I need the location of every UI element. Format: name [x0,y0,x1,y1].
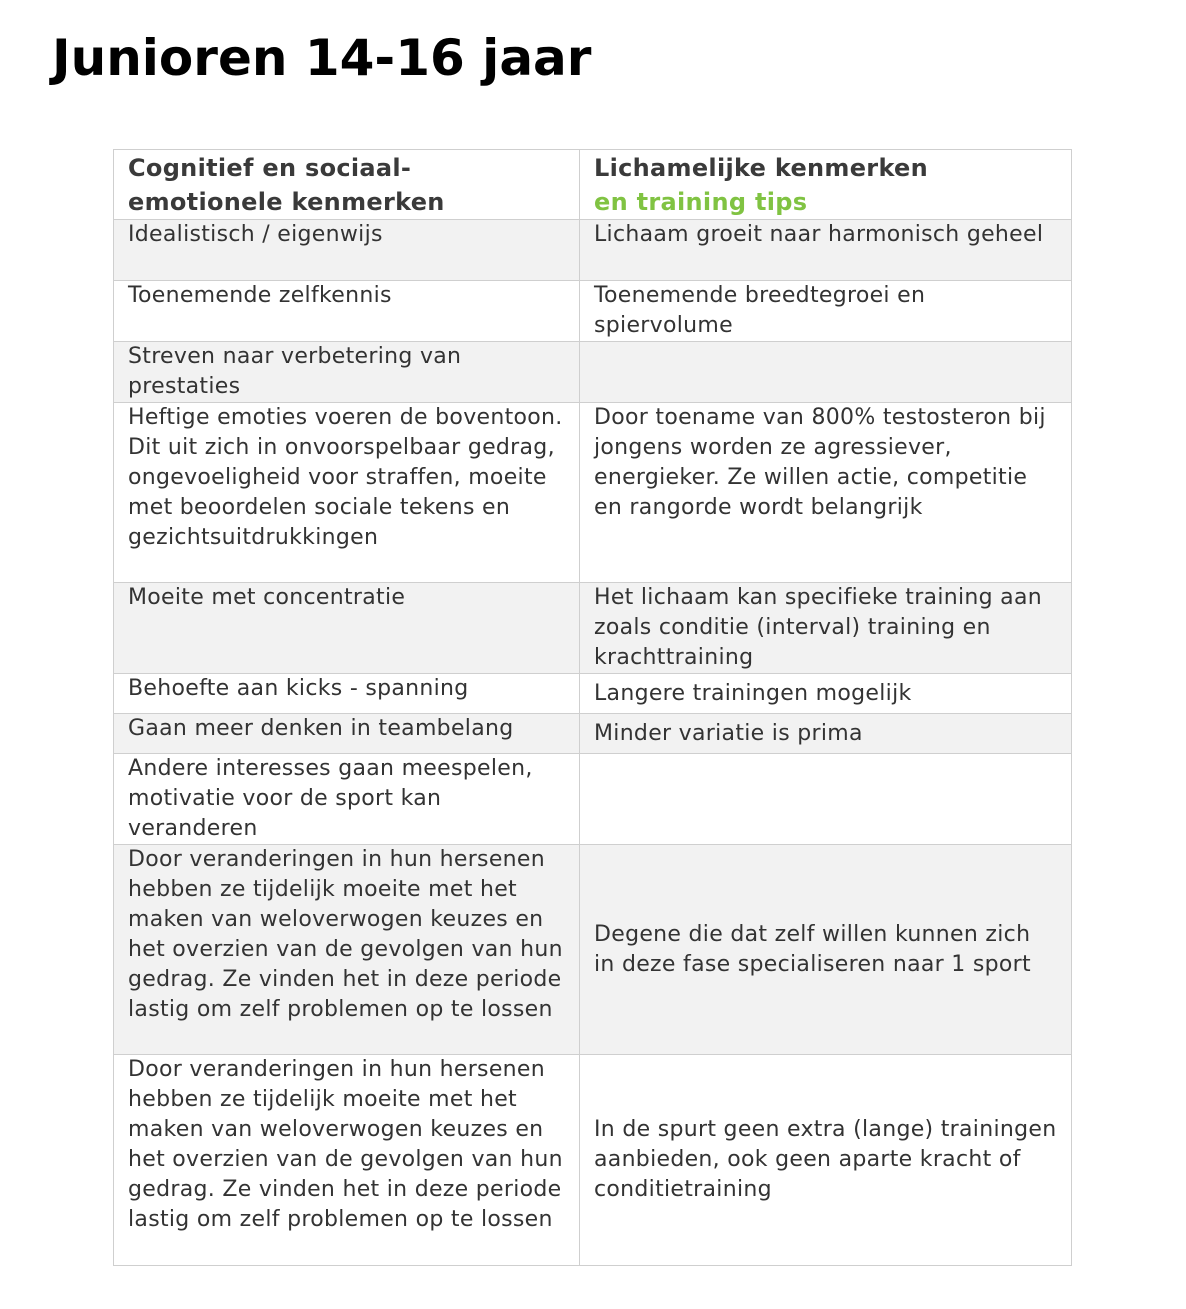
cell-physical [580,342,1072,403]
header-col2-line1: Lichamelijke kenmerken [594,154,929,182]
cell-physical [580,754,1072,845]
cell-training-tip: Minder variatie is prima [580,714,1072,754]
cell-training-tip: Degene die dat zelf willen kunnen zich in deze fase specialiseren naar 1 sport [580,845,1072,1055]
page-title: Junioren 14-16 jaar [52,29,592,87]
cell-physical: Toenemende breedtegroei en spiervolume [580,281,1072,342]
cell-cognitive: Andere interesses gaan meespelen, motivatie voor de sport kan veranderen [114,754,580,845]
table-row [114,845,1072,1055]
cell-training-tip: Het lichaam kan specifieke training aan zoals conditie (interval) training en krachttraining [580,583,1072,674]
header-col1-line1: Cognitief en sociaal- [128,154,412,182]
cell-cognitive: Door veranderingen in hun hersenen hebben ze tijdelijk moeite met het maken van weloverwogen keuzes en het overzien van de gevolgen van hun gedrag. Ze vinden het in deze periode lastig om zelf problemen op te lossen [114,845,580,1055]
table-header-row [114,150,1072,220]
cell-cognitive: Streven naar verbetering van prestaties [114,342,580,403]
cell-cognitive: Door veranderingen in hun hersenen hebben ze tijdelijk moeite met het maken van weloverwogen keuzes en het overzien van de gevolgen van hun gedrag. Ze vinden het in deze periode lastig om zelf problemen op te lossen [114,1055,580,1266]
table-row [114,342,1072,403]
header-col2-line2: en training tips [594,188,808,216]
cell-cognitive: Behoefte aan kicks - spanning [114,674,580,714]
table-row [114,754,1072,845]
table-row [114,220,1072,281]
cell-cognitive: Idealistisch / eigenwijs [114,220,580,281]
header-col1-line2: emotionele kenmerken [128,188,445,216]
table-row [114,403,1072,583]
cell-physical: Door toename van 800% testosteron bij jongens worden ze agressiever, energieker. Ze willen actie, competitie en rangorde wordt belangrijk [580,403,1072,583]
table-row [114,714,1072,754]
cell-cognitive: Moeite met concentratie [114,583,580,674]
cell-training-tip: In de spurt geen extra (lange) trainingen aanbieden, ook geen aparte kracht of conditietraining [580,1055,1072,1266]
cell-cognitive: Gaan meer denken in teambelang [114,714,580,754]
characteristics-table [113,149,1072,1266]
header-cognitive-social [114,150,580,220]
header-physical-training [580,150,1072,220]
cell-cognitive: Toenemende zelfkennis [114,281,580,342]
cell-cognitive: Heftige emoties voeren de boventoon. Dit uit zich in onvoorspelbaar gedrag, ongevoeligheid voor straffen, moeite met beoordelen sociale tekens en gezichtsuitdrukkingen [114,403,580,583]
cell-training-tip: Langere trainingen mogelijk [580,674,1072,714]
table-row [114,1055,1072,1266]
table-row [114,674,1072,714]
table-row [114,281,1072,342]
cell-physical: Lichaam groeit naar harmonisch geheel [580,220,1072,281]
table-row [114,583,1072,674]
